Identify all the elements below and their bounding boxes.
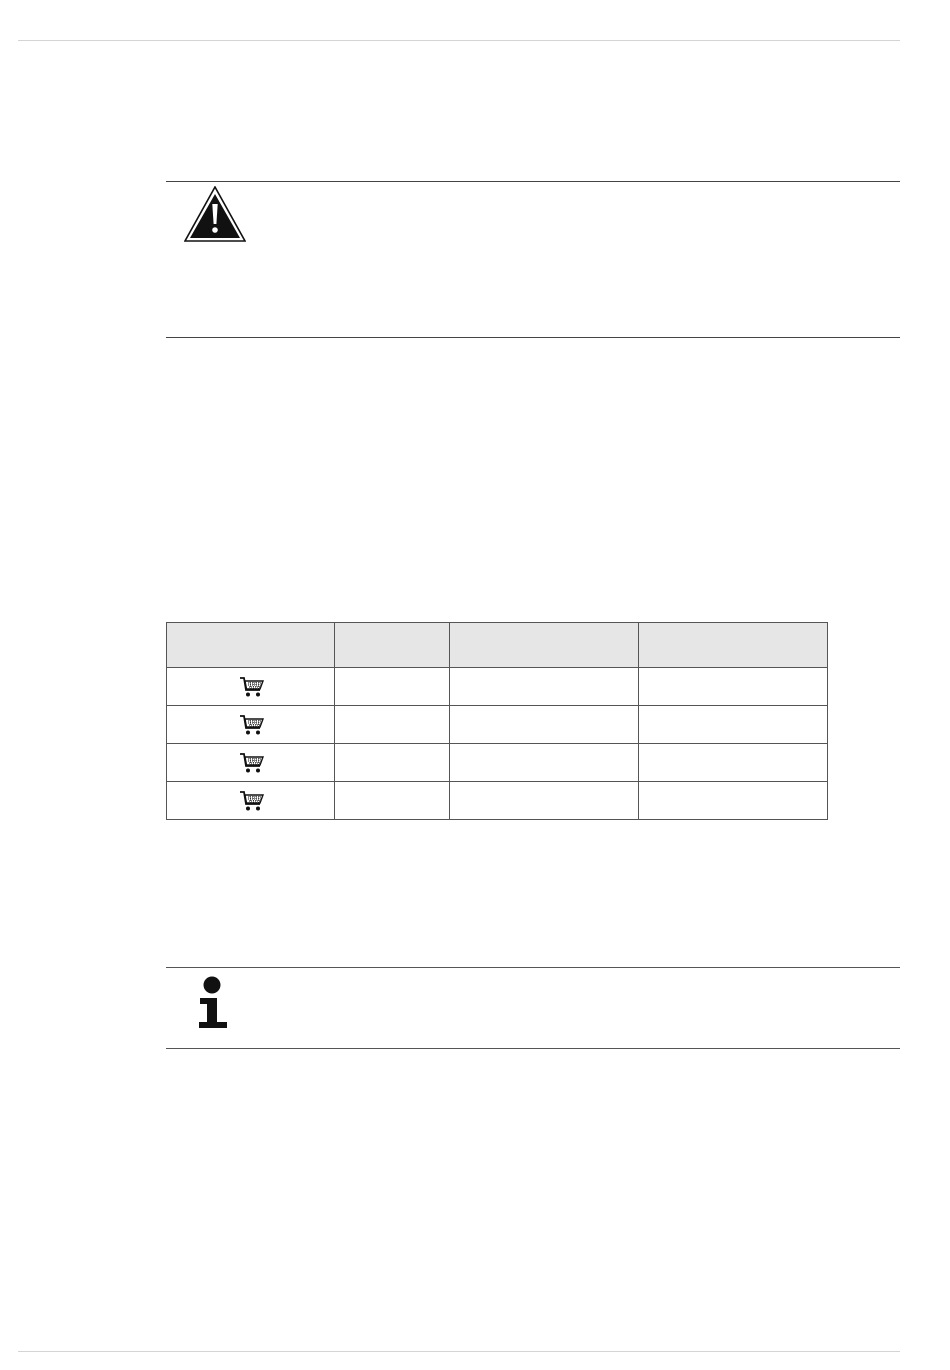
table-header-cell <box>167 623 335 668</box>
page-header-rule <box>18 40 900 41</box>
table-row <box>167 706 828 744</box>
table-cell-cart <box>167 706 335 744</box>
table-header-row <box>167 623 828 668</box>
shopping-cart-icon[interactable] <box>239 714 265 736</box>
table-cell <box>450 668 639 706</box>
table-cell-cart <box>167 668 335 706</box>
table-cell <box>450 706 639 744</box>
info-block-top-rule <box>166 967 900 968</box>
table-header-cell <box>639 623 828 668</box>
table-cell <box>639 706 828 744</box>
warning-triangle-icon <box>184 186 246 242</box>
table-cell <box>335 744 450 782</box>
info-block-bottom-rule <box>166 1048 900 1049</box>
shopping-cart-icon[interactable] <box>239 790 265 812</box>
table-row <box>167 744 828 782</box>
warning-block-bottom-rule <box>166 337 900 338</box>
table-cell <box>639 668 828 706</box>
page-footer-rule <box>18 1351 900 1352</box>
parts-table <box>166 622 828 820</box>
table-cell <box>335 706 450 744</box>
table-cell-cart <box>167 744 335 782</box>
table-cell <box>450 744 639 782</box>
info-icon <box>196 976 230 1030</box>
table-header-cell <box>450 623 639 668</box>
table-cell <box>335 782 450 820</box>
table-cell <box>335 668 450 706</box>
table-cell <box>450 782 639 820</box>
table-cell-cart <box>167 782 335 820</box>
table-row <box>167 782 828 820</box>
shopping-cart-icon[interactable] <box>239 752 265 774</box>
shopping-cart-icon[interactable] <box>239 676 265 698</box>
table-row <box>167 668 828 706</box>
warning-block-top-rule <box>166 181 900 182</box>
table-cell <box>639 744 828 782</box>
table-header-cell <box>335 623 450 668</box>
table-cell <box>639 782 828 820</box>
